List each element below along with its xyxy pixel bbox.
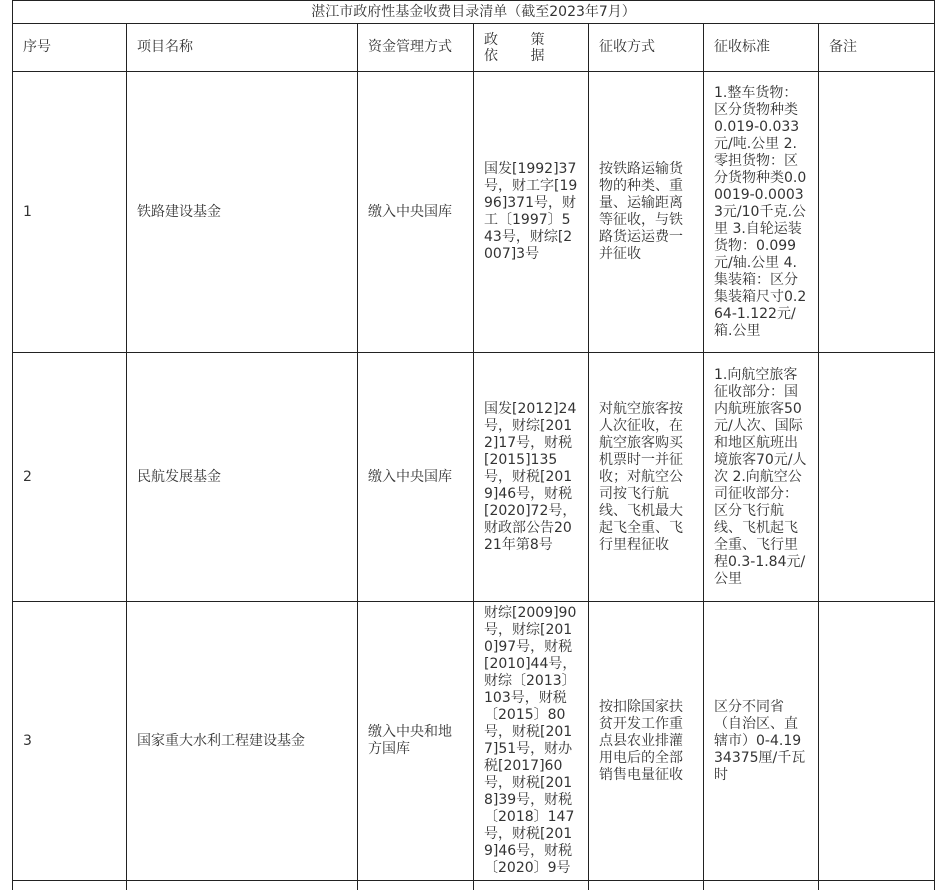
row-standard: 1.向航空旅客征收部分：国内航班旅客50元/人次、国际和地区航班出境旅客70元/人次 2.向航空公司征收部分：区分飞行航线、飞机起飞全重、飞行里程0.3-1.84元/公里 [704,353,819,602]
table-title: 湛江市政府性基金收费目录清单（截至2023年7月） [13,1,935,24]
header-policy [474,24,589,72]
row-name: 铁路建设基金 [127,72,358,353]
table-row [13,353,935,602]
table-row [13,602,935,881]
row-name: 民航发展基金 [127,353,358,602]
row-standard: 区分不同省（自治区、直辖市）0-4.1934375厘/千瓦时 [704,602,819,881]
row-index: 2 [13,353,127,602]
row-remarks [819,353,935,602]
row-name: 国家重大水利工程建设基金 [127,602,358,881]
row-management: 缴入中央国库 [358,353,474,602]
row-method: 按铁路运输货物的种类、重量、运输距离等征收，与铁路货运运费一并征收 [589,72,704,353]
header-policy-line2: 依 据 [484,47,559,64]
row-index: 1 [13,72,127,353]
header-standard: 征收标准 [704,24,819,72]
row-method: 对航空旅客按人次征收，在航空旅客购买机票时一并征收；对航空公司按飞行航线、飞机最大起飞全重、飞行里程征收 [589,353,704,602]
row-partial-cell [474,881,589,890]
row-policy: 国发[2012]24号，财综[2012]17号，财税[2015]135号，财税[2019]46号，财税[2020]72号，财政部公告2021年第8号 [474,353,589,602]
row-remarks [819,72,935,353]
row-policy: 财综[2009]90号，财综[2010]97号，财税[2010]44号，财综〔2013〕103号，财税〔2015〕80号，财税[2017]51号，财办税[2017]60号，财税[2018]39号，财税〔2018〕147号，财税[2019]46号，财税〔2020〕9号 [474,602,589,881]
row-standard: 1.整车货物：区分货物种类0.019-0.033元/吨.公里 2.零担货物：区分货物种类0.00019-0.00033元/10千克.公里 3.自轮运装货物：0.099元/轴.公里 4.集装箱：区分集装箱尺寸0.264-1.122元/箱.公里 [704,72,819,353]
row-management: 缴入中央和地方国库 [358,602,474,881]
row-partial-cell [704,881,819,890]
row-management: 缴入中央国库 [358,72,474,353]
fund-catalog-table [12,0,935,890]
row-partial-cell [127,881,358,890]
header-row [13,24,935,72]
header-policy-line1: 政 策 [484,31,559,48]
row-partial-cell [13,881,127,890]
header-index: 序号 [13,24,127,72]
row-remarks [819,602,935,881]
table-row [13,72,935,353]
row-partial-cell [589,881,704,890]
row-policy: 国发[1992]37号，财工字[1996]371号，财工〔1997〕543号，财综[2007]3号 [474,72,589,353]
table-row-partial [13,881,935,890]
row-partial-cell [819,881,935,890]
header-name: 项目名称 [127,24,358,72]
header-remarks: 备注 [819,24,935,72]
row-partial-cell [358,881,474,890]
header-management: 资金管理方式 [358,24,474,72]
title-row [13,1,935,24]
header-method: 征收方式 [589,24,704,72]
row-method: 按扣除国家扶贫开发工作重点县农业排灌用电后的全部销售电量征收 [589,602,704,881]
row-index: 3 [13,602,127,881]
